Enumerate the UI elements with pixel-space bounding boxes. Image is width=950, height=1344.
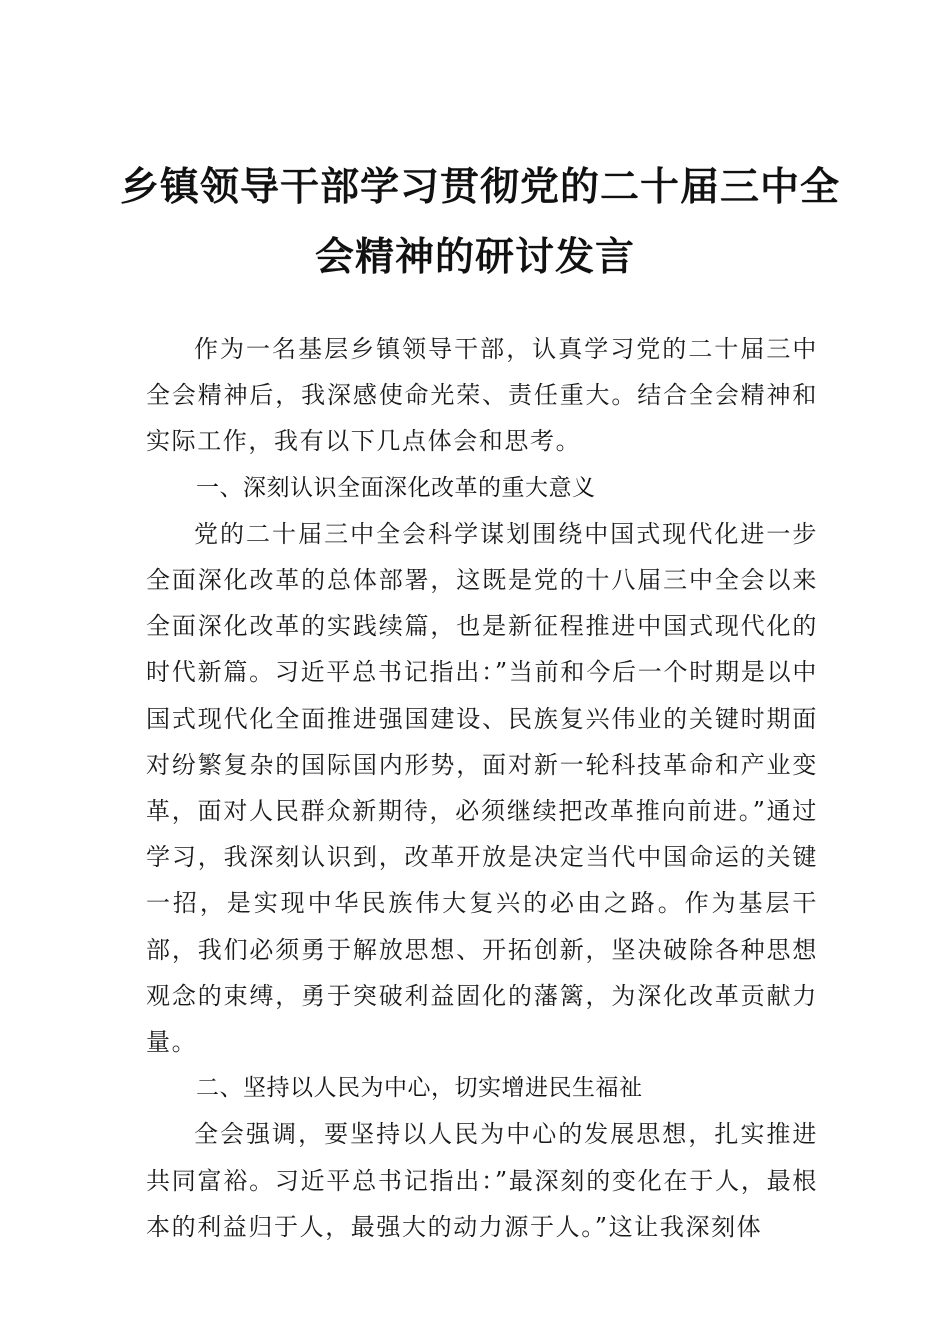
document-title-line-2: 会精神的研讨发言 bbox=[314, 234, 635, 280]
document-body bbox=[146, 326, 818, 1250]
section-heading-1: 一、深刻认识全面深化改革的重大意义 bbox=[196, 474, 596, 501]
section-paragraph-2: 全会强调，要坚持以人民为中心的发展思想，扎实推进共同富裕。习近平总书记指出：”最深刻的变化在于人，最根本的利益归于人，最强大的动力源于人。”这让我深刻体 bbox=[146, 1120, 818, 1241]
intro-paragraph: 作为一名基层乡镇领导干部，认真学习党的二十届三中全会精神后，我深感使命光荣、责任重大。结合全会精神和实际工作，我有以下几点体会和思考。 bbox=[146, 335, 818, 456]
section-heading-2: 二、坚持以人民为中心，切实增进民生福祉 bbox=[196, 1075, 643, 1102]
section-paragraph-1: 党的二十届三中全会科学谋划围绕中国式现代化进一步全面深化改革的总体部署，这既是党的十八届三中全会以来全面深化改革的实践续篇，也是新征程推进中国式现代化的时代新篇。习近平总书记指出：”当前和今后一个时期是以中国式现代化全面推进强国建设、民族复兴伟业的关键时期面对纷繁复杂的国际国内形势，面对新一轮科技革命和产业变革，面对人民群众新期待，必须继续把改革推向前进。”通过学习，我深刻认识到，改革开放是决定当代中国命运的关键一招，是实现中华民族伟大复兴的必由之路。作为基层干部，我们必须勇于解放思想、开拓创新，坚决破除各种思想观念的束缚，勇于突破利益固化的藩篱，为深化改革贡献力量。 bbox=[146, 519, 818, 1057]
document-title-line-1: 乡镇领导干部学习贯彻党的二十届三中全 bbox=[120, 164, 841, 210]
